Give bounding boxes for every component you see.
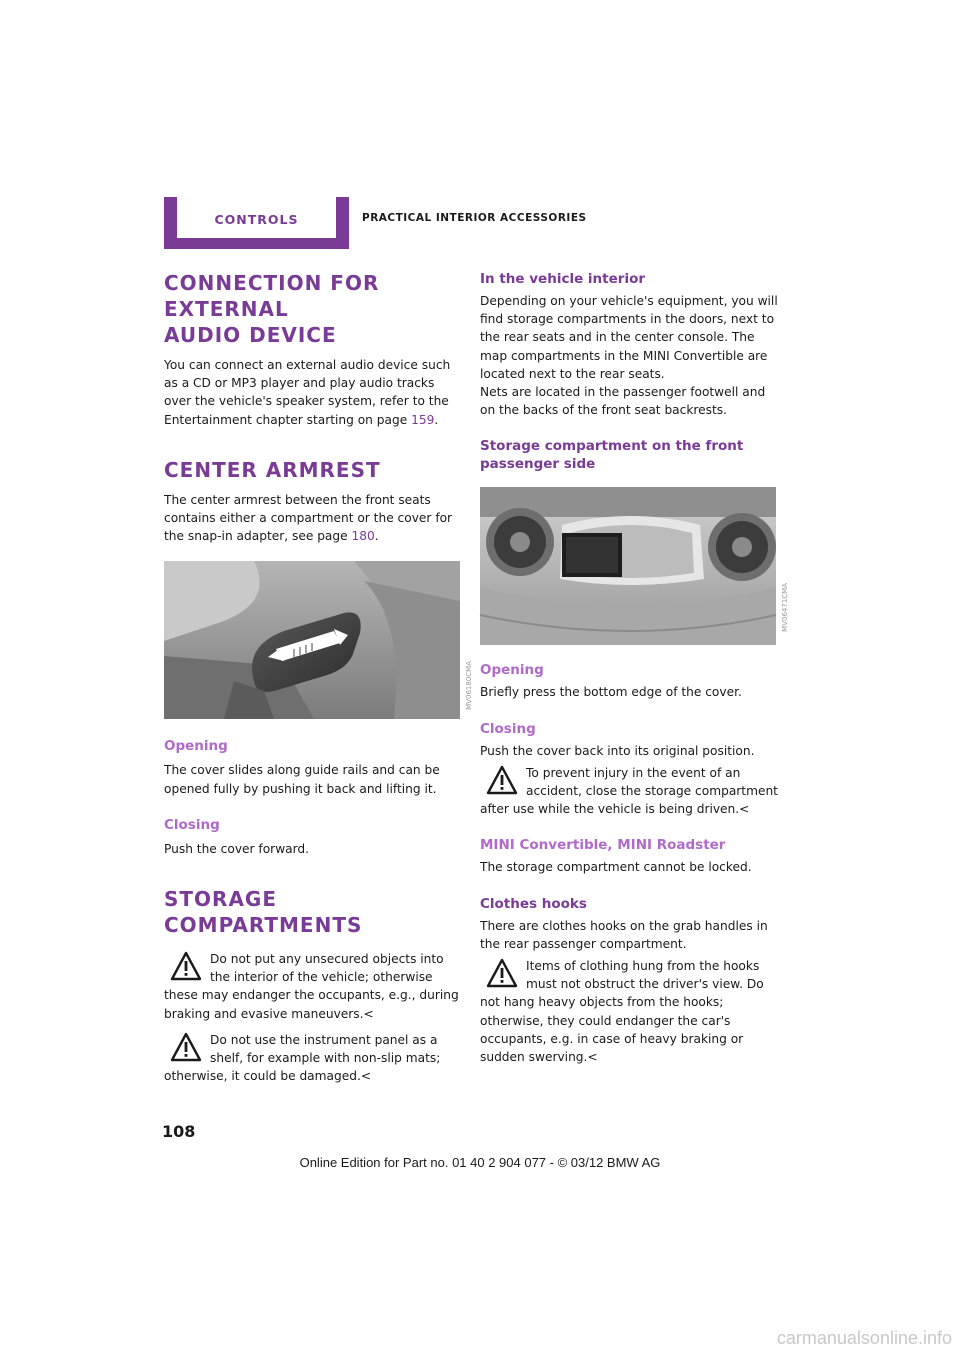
glovebox-closing-heading: Closing — [480, 720, 536, 737]
warning-text: To prevent injury in the event of an accident, close the storage compartment after use while the vehicle is being driven. — [480, 765, 778, 817]
chapter-tab-label: CONTROLS — [214, 212, 299, 227]
page-link-159[interactable]: 159 — [411, 412, 435, 427]
watermark-site: carmanualsonline.info — [776, 1328, 952, 1348]
armrest-closing-text: Push the cover forward. — [164, 841, 310, 856]
warning-icon — [170, 951, 202, 981]
warning-text: Items of clothing hung from the hooks must not obstruct the driver's view. Do not hang heavy objects from the hooks; otherwise, they could endanger the car's occupants, e.g. in case of heavy braking or sudden swerving. — [480, 959, 764, 1065]
section-title-storage: STORAGE COMPARTMENTS — [164, 887, 363, 938]
clothes-hooks-text: There are clothes hooks on the grab handles in the rear passenger compartment. — [480, 918, 768, 951]
warning-close-compartment — [480, 764, 780, 819]
photo-code: MV06471CMA — [781, 583, 789, 633]
section-title-external-audio — [164, 270, 464, 348]
right-column — [480, 270, 789, 1066]
armrest-opening-heading: Opening — [164, 738, 228, 755]
end-mark: < — [739, 802, 750, 817]
page-link-180[interactable]: 180 — [351, 529, 375, 544]
clothes-hooks-heading: Clothes hooks — [480, 895, 587, 912]
glovebox-closing-text: Push the cover back into its original position. — [480, 743, 755, 758]
end-mark: < — [360, 1069, 372, 1084]
armrest-photo — [164, 561, 473, 719]
heading-line: Storage compartment on the front — [480, 438, 744, 455]
armrest-illustration — [164, 561, 460, 719]
armrest-closing-heading: Closing — [164, 816, 220, 833]
photo-code: MV06180CMA — [465, 661, 473, 711]
glovebox-photo — [480, 487, 789, 645]
warning-text: Do not use the instrument panel as a shelf, for example with non-slip mats; otherwise, it could be damaged. — [164, 1032, 441, 1084]
end-mark: < — [587, 1050, 598, 1065]
front-storage-heading — [480, 437, 780, 473]
interior-text: Depending on your vehicle's equipment, you will find storage compartments in the doors, next to the rear seats and in the center console. The map compartments in the MINI Convertible are located next to the rear seats. — [480, 294, 778, 381]
convertible-text: The storage compartment cannot be locked. — [480, 860, 752, 875]
section-title-center-armrest: CENTER ARMREST — [164, 457, 381, 482]
convertible-heading: MINI Convertible, MINI Roadster — [480, 837, 726, 854]
warning-instrument-panel — [164, 1031, 464, 1086]
warning-unsecured-objects — [164, 950, 464, 1023]
body-text: You can connect an external audio device such as a CD or MP3 player and play audio tracks over the vehicle's speaker system, refer to the Entertainment chapter starting on page — [164, 358, 451, 427]
glovebox-opening-text: Briefly press the bottom edge of the cover. — [480, 685, 742, 700]
body-text: The center armrest between the front seats contains either a compartment or the cover for the snap-in adapter, see page — [164, 492, 453, 544]
running-head: PRACTICAL INTERIOR ACCESSORIES — [362, 212, 587, 224]
warning-icon — [170, 1032, 202, 1062]
armrest-opening-text: The cover slides along guide rails and can be opened fully by pushing it back and lifting it. — [164, 763, 440, 796]
end-mark: < — [363, 1006, 374, 1021]
edition-line: Online Edition for Part no. 01 40 2 904 077 - © 03/12 BMW AG — [299, 1155, 661, 1170]
center-armrest-text: The center armrest between the front seats contains either a compartment or the cover for the snap-in adapter, see page 180. — [164, 492, 453, 544]
section-title-line: CONNECTION FOR EXTERNAL — [164, 271, 380, 321]
warning-icon — [486, 765, 518, 795]
warning-clothes-hooks — [480, 957, 780, 1066]
interior-nets-text: Nets are located in the passenger footwell and on the backs of the front seat backrests. — [480, 385, 766, 418]
chapter-tab — [164, 197, 349, 249]
glovebox-illustration — [480, 487, 776, 645]
heading-line: passenger side — [480, 456, 596, 473]
left-column — [164, 270, 473, 1085]
warning-icon — [486, 958, 518, 988]
glovebox-opening-heading: Opening — [480, 662, 544, 679]
external-audio-text: You can connect an external audio device such as a CD or MP3 player and play audio tracks over the vehicle's speaker system, refer to the Entertainment chapter starting on page 159. — [164, 358, 451, 427]
warning-text: Do not put any unsecured objects into the interior of the vehicle; otherwise these may endanger the occupants, e.g., during braking and evasive maneuvers. — [164, 952, 459, 1021]
interior-heading: In the vehicle interior — [480, 271, 645, 287]
section-title-line: AUDIO DEVICE — [164, 323, 337, 347]
page-number: 108 — [162, 1122, 196, 1141]
